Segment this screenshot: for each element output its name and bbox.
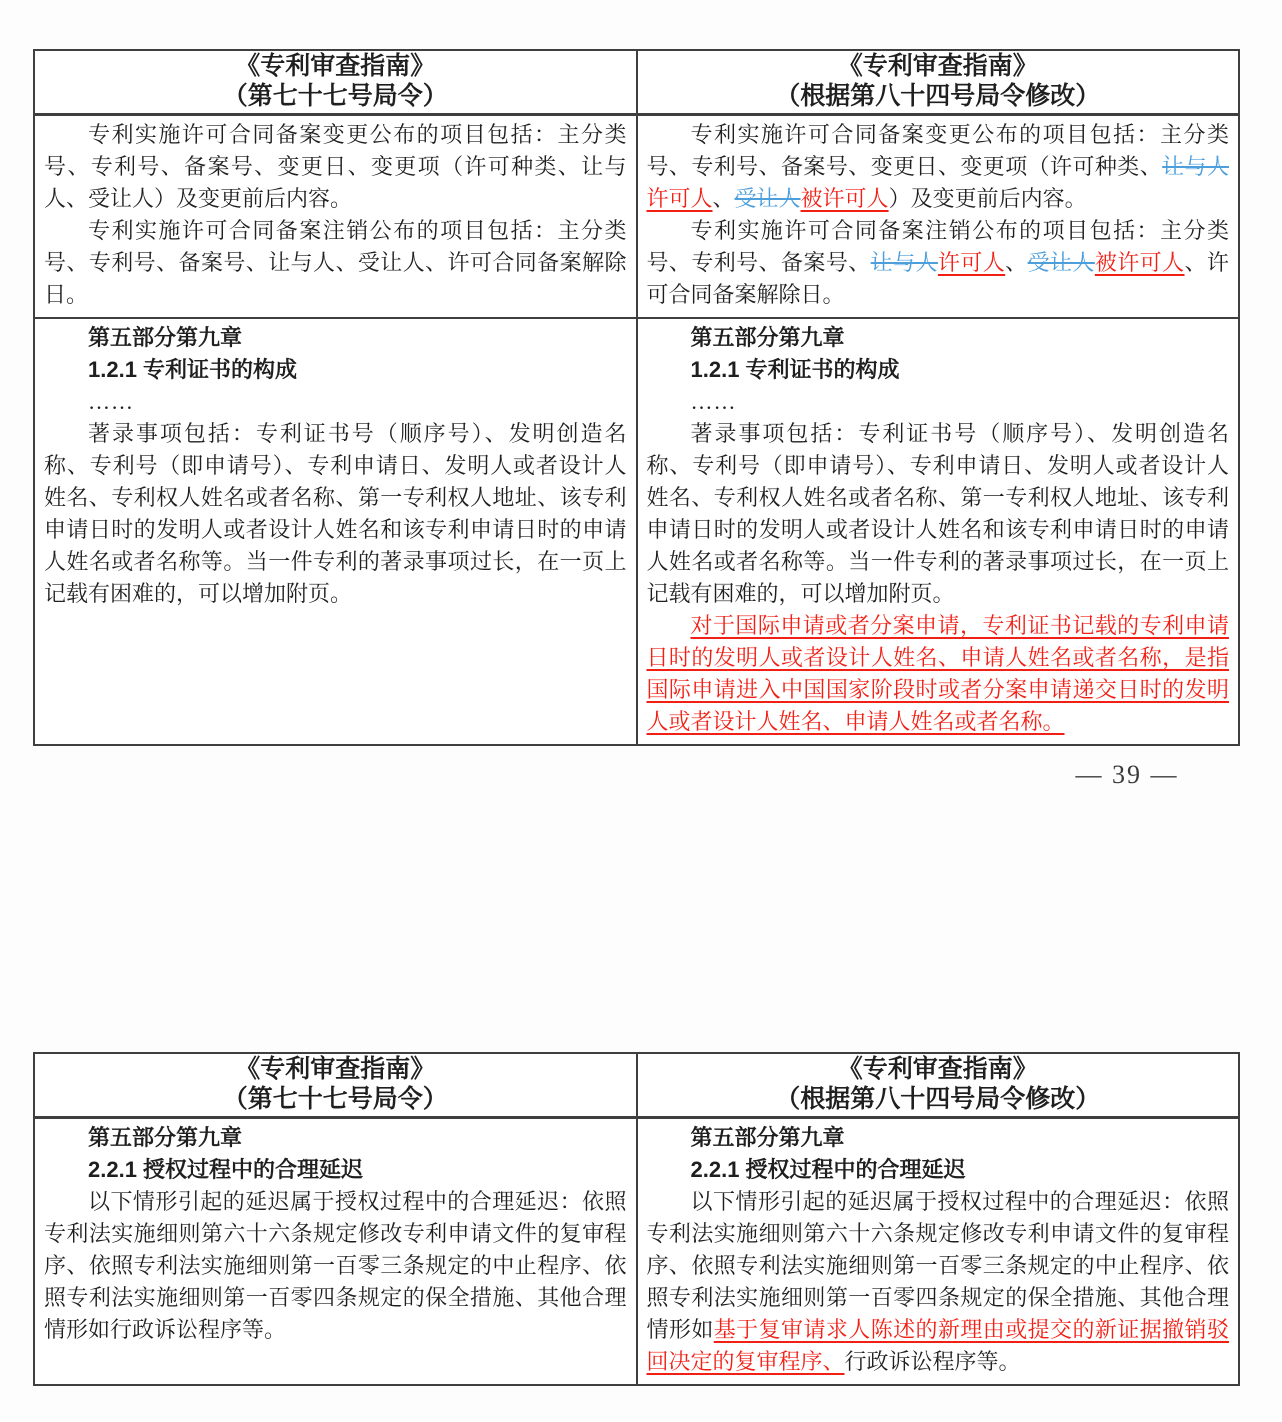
paragraph	[647, 610, 1230, 738]
column-header-revised-guideline	[637, 1053, 1240, 1118]
column-header-revised-guideline	[637, 50, 1240, 115]
paragraph	[647, 418, 1230, 610]
table-cell	[34, 115, 637, 319]
body-text: 专利实施许可合同备案变更公布的项目包括：主分类号、专利号、备案号、变更日、变更项（许可种类、	[646, 122, 1229, 179]
paragraph	[44, 1186, 627, 1346]
paragraph	[647, 215, 1230, 311]
body-text: 专利实施许可合同备案注销公布的项目包括：主分类号、专利号、备案号、	[646, 218, 1229, 275]
table-cell	[34, 318, 637, 745]
table-cell	[637, 115, 1240, 319]
added-text: 被许可人	[1094, 250, 1185, 275]
body-text: 行政诉讼程序等。	[844, 1349, 1021, 1374]
section-heading: 第五部分第九章	[690, 325, 845, 350]
body-text: 专利实施许可合同备案注销公布的项目包括：主分类号、专利号、备案号、让与人、受让人、许可合同备案解除日。	[44, 218, 627, 307]
added-text: 许可人	[937, 250, 1006, 275]
body-text: 、	[1005, 250, 1028, 275]
header-title: 《专利审查指南》	[235, 53, 436, 80]
header-title: 《专利审查指南》	[235, 1056, 436, 1083]
section-heading: 2.2.1 授权过程中的合理延迟	[690, 1157, 966, 1182]
deleted-text: 让与人	[870, 250, 938, 275]
comparison-table-top	[33, 49, 1240, 746]
body-text: 以下情形引起的延迟属于授权过程中的合理延迟：依照专利法实施细则第六十六条规定修改专利申请文件的复审程序、依照专利法实施细则第一百零三条规定的中止程序、依照专利法实施细则第一百零四条规定的保全措施、其他合理情形如行政诉讼程序等。	[44, 1189, 627, 1342]
column-header-old-guideline	[34, 1053, 637, 1118]
header-row	[34, 50, 1239, 115]
comparison-table-bottom	[33, 1052, 1240, 1386]
section-heading: 第五部分第九章	[88, 325, 243, 350]
header-title: 《专利审查指南》	[837, 1056, 1038, 1083]
header-title: 《专利审查指南》	[837, 53, 1038, 80]
table-cell	[637, 1118, 1240, 1386]
deleted-text: 受让人	[1027, 250, 1095, 275]
header-subtitle: （根据第八十四号局令修改）	[775, 1086, 1101, 1113]
body-text: 以下情形引起的延迟属于授权过程中的合理延迟：依照专利法实施细则第六十六条规定修改专利申请文件的复审程序、依照专利法实施细则第一百零三条规定的中止程序、依照专利法实施细则第一百零四条规定的保全措施、其他合理情形如	[646, 1189, 1229, 1342]
added-text: 对于国际申请或者分案申请，专利证书记载的专利申请日时的发明人或者设计人姓名、申请人姓名或者名称，是指国际申请进入中国国家阶段时或者分案申请递交日时的发明人或者设计人姓名、申请人姓名或者名称。	[646, 613, 1229, 734]
section-heading: 第五部分第九章	[88, 1125, 243, 1150]
column-header-old-guideline	[34, 50, 637, 115]
table-row	[34, 115, 1239, 319]
body-text: 著录事项包括：专利证书号（顺序号）、发明创造名称、专利号（即申请号）、专利申请日、发明人或者设计人姓名、专利权人姓名或者名称、第一专利权人地址、该专利申请日时的发明人或者设计人姓名和该专利申请日时的申请人姓名或者名称等。当一件专利的著录事项过长，在一页上记载有困难的，可以增加附页。	[646, 421, 1229, 606]
table-row	[34, 318, 1239, 745]
paragraph	[44, 215, 627, 311]
body-text: ）及变更前后内容。	[888, 186, 1087, 211]
body-text: 专利实施许可合同备案变更公布的项目包括：主分类号、专利号、备案号、变更日、变更项（许可种类、让与人、受让人）及变更前后内容。	[44, 122, 627, 211]
section-heading: 1.2.1 专利证书的构成	[690, 357, 900, 382]
page-number: — 39 —	[1075, 760, 1179, 789]
header-subtitle: （根据第八十四号局令修改）	[775, 83, 1101, 110]
added-text: 基于复审请求人陈述的新理由或提交的新证据撤销驳回决定的复审程序、	[646, 1317, 1229, 1374]
section-heading: 2.2.1 授权过程中的合理延迟	[88, 1157, 364, 1182]
body-text: 、	[712, 186, 735, 211]
body-text: 、许可合同备案解除日。	[646, 250, 1229, 307]
section-heading: 1.2.1 专利证书的构成	[88, 357, 298, 382]
header-subtitle: （第七十七号局令）	[222, 1086, 448, 1113]
paragraph	[647, 119, 1230, 215]
header-row	[34, 1053, 1239, 1118]
table-cell	[34, 1118, 637, 1386]
paragraph	[44, 119, 627, 215]
body-text: 著录事项包括：专利证书号（顺序号）、发明创造名称、专利号（即申请号）、专利申请日、发明人或者设计人姓名、专利权人姓名或者名称、第一专利权人地址、该专利申请日时的发明人或者设计人姓名和该专利申请日时的申请人姓名或者名称等。当一件专利的著录事项过长，在一页上记载有困难的，可以增加附页。	[44, 421, 627, 606]
ellipsis-line: ……	[88, 389, 134, 414]
section-heading: 第五部分第九章	[690, 1125, 845, 1150]
added-text: 被许可人	[800, 186, 889, 211]
added-text: 许可人	[646, 186, 713, 211]
deleted-text: 让与人	[1162, 154, 1229, 179]
ellipsis-line: ……	[690, 389, 737, 414]
table-cell	[637, 318, 1240, 745]
deleted-text: 受让人	[734, 186, 801, 211]
header-subtitle: （第七十七号局令）	[222, 83, 448, 110]
paragraph	[647, 1186, 1230, 1378]
table-row	[34, 1118, 1239, 1386]
paragraph	[44, 418, 627, 610]
